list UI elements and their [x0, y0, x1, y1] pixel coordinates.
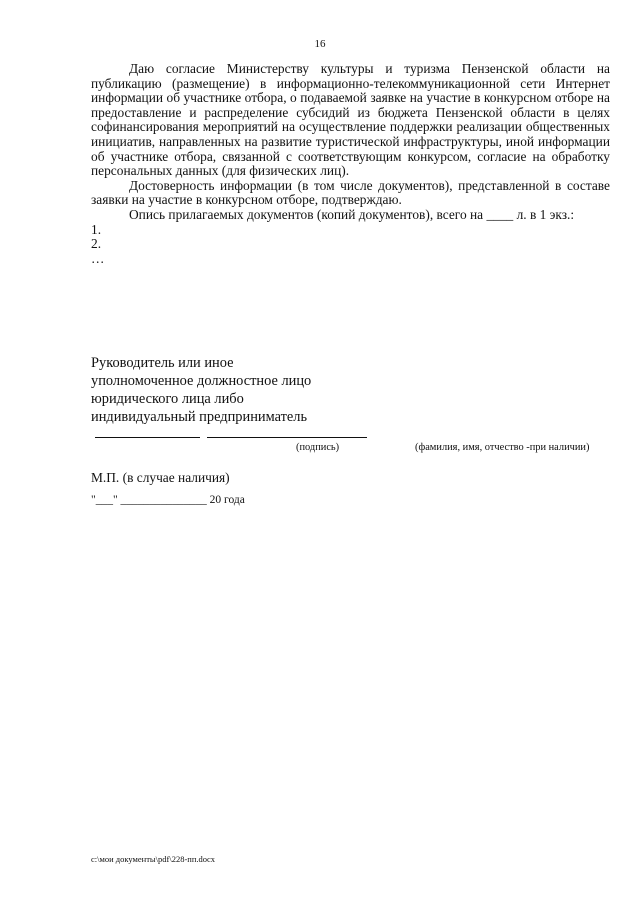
stamp-label: М.П. (в случае наличия)	[91, 470, 230, 485]
signer-line-2: уполномоченное должностное лицо	[91, 373, 312, 389]
signature-caption: (подпись)	[296, 442, 340, 453]
date-line: "___" _______________ 20 года	[91, 494, 245, 506]
inventory-item-1: 1.	[91, 221, 102, 237]
signature-line[interactable]	[207, 437, 367, 438]
position-line[interactable]	[95, 437, 200, 438]
full-name-caption: (фамилия, имя, отчество -при наличии)	[415, 442, 590, 453]
signer-line-4: индивидуальный предприниматель	[91, 409, 308, 425]
signer-block	[91, 354, 311, 426]
signer-line-1: Руководитель или иное	[91, 355, 234, 371]
document-body	[91, 62, 610, 266]
inventory-paragraph: Опись прилагаемых документов (копий документов), всего на ____ л. в 1 экз.:	[129, 206, 575, 222]
signer-line-3: юридического лица либо	[91, 391, 244, 407]
page-number: 16	[314, 38, 326, 50]
reliability-paragraph: Достоверность информации (в том числе документов), представленной в составе заявки на участие в конкурсном отборе, подтверждаю.	[91, 177, 610, 208]
inventory-item-2: 2.	[91, 236, 102, 252]
consent-paragraph: Даю согласие Министерству культуры и туризма Пензенской области на публикацию (размещение) в информационно-телекоммуникационной сети Интернет информации об участнике отбора, о подаваемой заявке на участие в конкурсном отборе на предоставление и распределение субсидий из бюджета Пензенской области в целях софинансирования мероприятий на осуществление поддержки реализации общественных инициатив, направленных на развитие туристической инфраструктуры, иной информации об участнике отбора, связанной с соответствующим конкурсом, согласие на обработку персональных данных (для физических лиц).	[91, 61, 610, 179]
inventory-item-more: …	[91, 250, 105, 266]
file-path-footer: c:\мои документы\pdf\228-пп.docx	[91, 854, 216, 864]
